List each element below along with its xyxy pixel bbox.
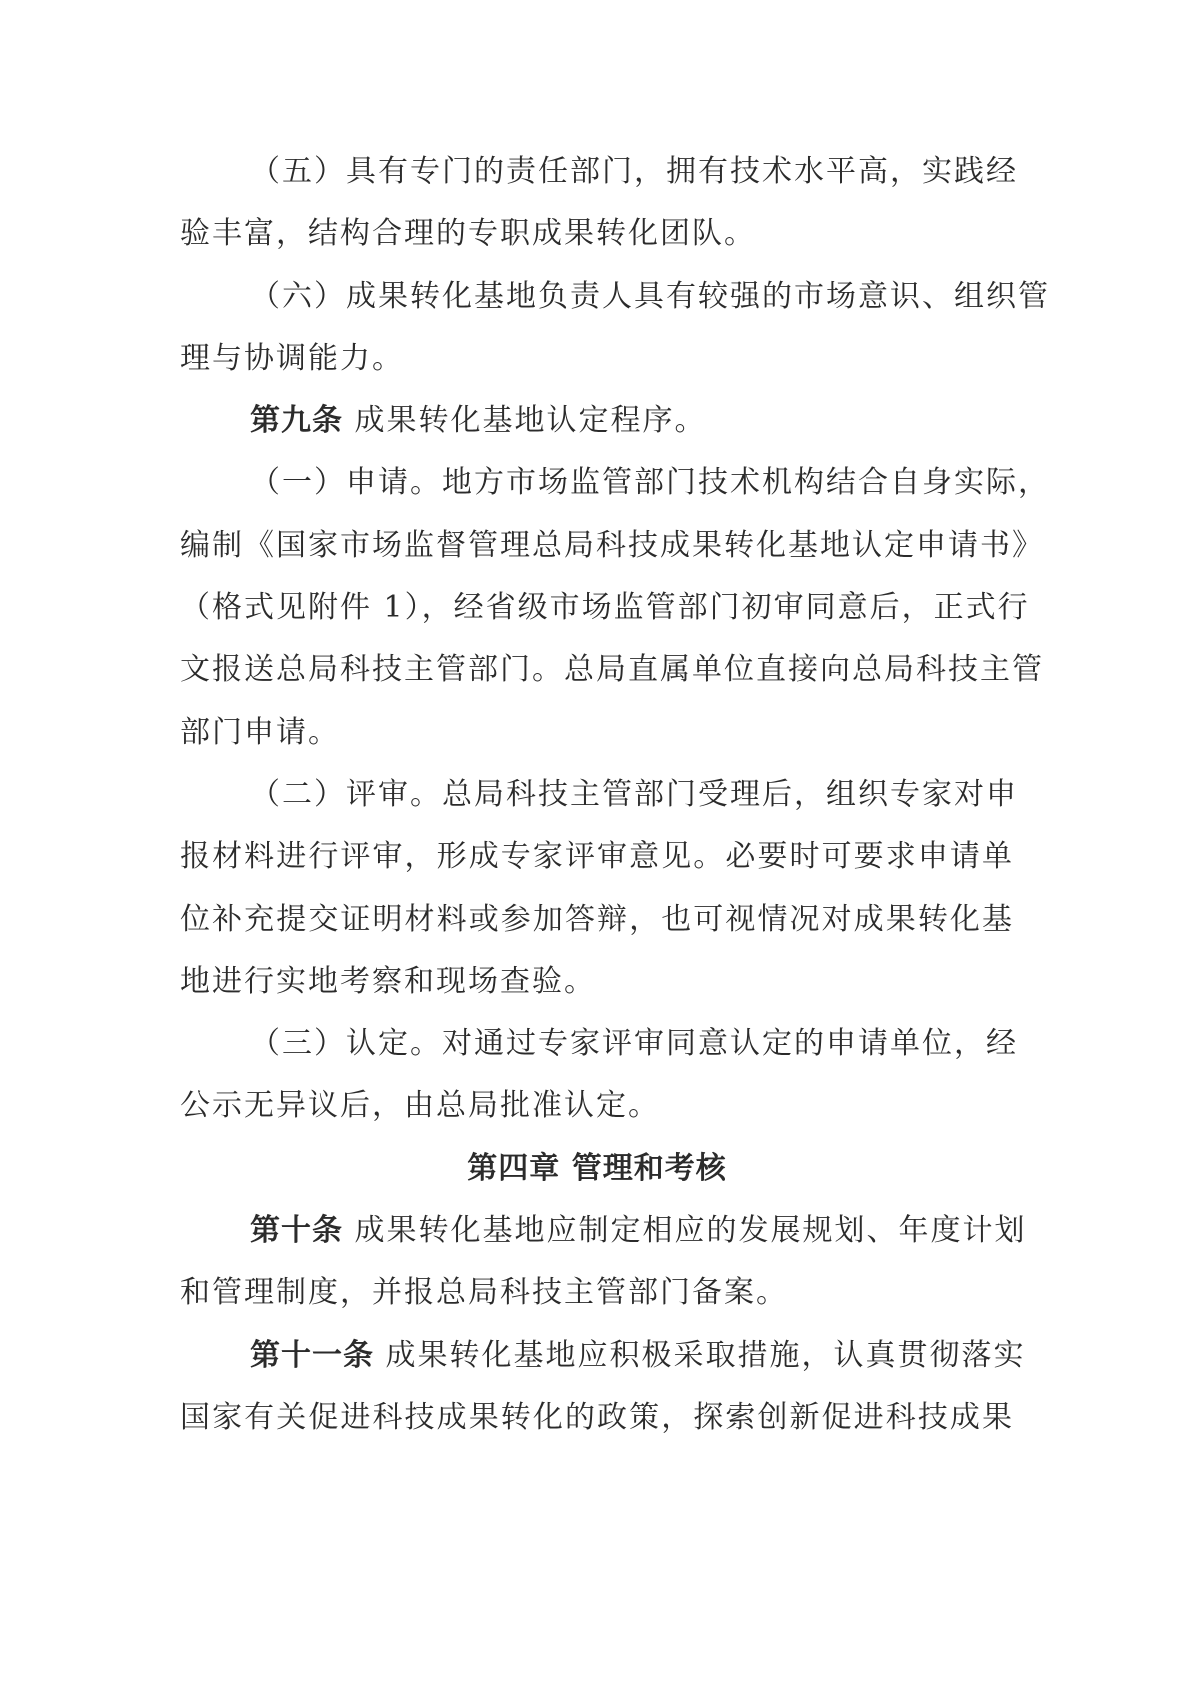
text-line	[180, 1200, 1027, 1262]
paragraph-5	[180, 141, 1018, 266]
article-number: 第十一条	[250, 1337, 374, 1373]
chapter-heading	[180, 1138, 1014, 1200]
text-line: 地进行实地考察和现场查验。	[180, 963, 596, 999]
text-line: 编制《国家市场监督管理总局科技成果转化基地认定申请书》	[180, 527, 1044, 563]
text-line: （一）申请。地方市场监管部门技术机构结合自身实际，	[250, 465, 1050, 501]
text-line: 理与协调能力。	[180, 340, 404, 376]
article-9	[180, 390, 1014, 452]
chapter-number: 第四章	[467, 1150, 561, 1186]
paragraph-6	[180, 266, 1050, 391]
text-line: 验丰富，结构合理的专职成果转化团队。	[180, 216, 756, 252]
text-line: （五）具有专门的责任部门，拥有技术水平高，实践经	[250, 154, 1018, 189]
text-line: （三）认定。对通过专家评审同意认定的申请单位，经	[250, 1026, 1018, 1062]
article-text: 成果转化基地认定程序。	[343, 403, 707, 439]
text-line: 公示无异议后，由总局批准认定。	[180, 1088, 660, 1124]
article-10	[180, 1200, 1027, 1325]
text-line: 文报送总局科技主管部门。总局直属单位直接向总局科技主管	[180, 652, 1044, 688]
text-line	[180, 1325, 1026, 1387]
article-number: 第九条	[250, 403, 343, 439]
document-body	[180, 141, 1050, 1449]
text-line: 位补充提交证明材料或参加答辩，也可视情况对成果转化基	[180, 901, 1014, 937]
paragraph-review	[180, 764, 1018, 1013]
text-line: 部门申请。	[180, 714, 340, 750]
paragraph-recognition	[180, 1013, 1018, 1138]
text-line: 报材料进行评审，形成专家评审意见。必要时可要求申请单	[180, 839, 1014, 875]
paragraph-application	[180, 452, 1050, 763]
text-line: 国家有关促进科技成果转化的政策，探索创新促进科技成果	[180, 1399, 1014, 1435]
text-line	[180, 390, 1014, 452]
article-text: 成果转化基地应制定相应的发展规划、年度计划	[343, 1213, 1027, 1249]
text-line: （格式见附件 1），经省级市场监管部门初审同意后，正式行	[180, 590, 1030, 626]
text-line: （二）评审。总局科技主管部门受理后，组织专家对申	[250, 776, 1018, 812]
article-text: 成果转化基地应积极采取措施，认真贯彻落实	[374, 1337, 1026, 1373]
text-line: 和管理制度，并报总局科技主管部门备案。	[180, 1275, 788, 1311]
text-line: （六）成果转化基地负责人具有较强的市场意识、组织管	[250, 278, 1050, 314]
article-11	[180, 1325, 1026, 1450]
article-number: 第十条	[250, 1213, 343, 1249]
chapter-title: 管理和考核	[560, 1150, 727, 1186]
